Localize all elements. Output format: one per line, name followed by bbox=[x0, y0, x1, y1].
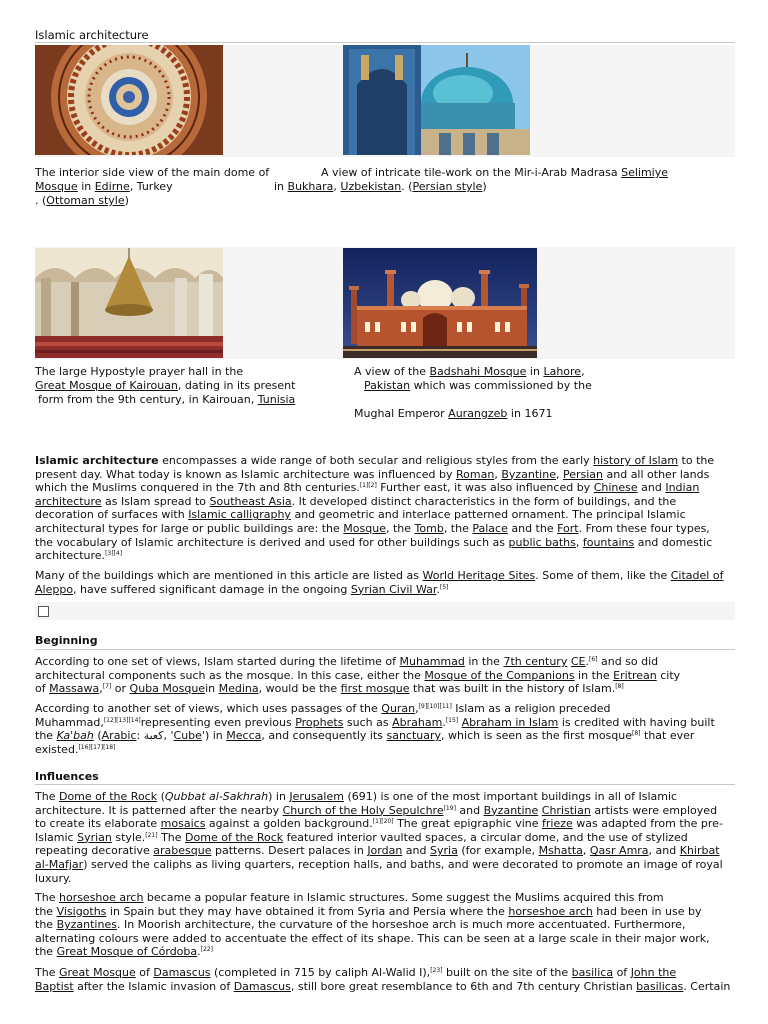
link-byzantine-2[interactable]: Byzantine bbox=[483, 803, 539, 817]
link-al-mafjar[interactable]: al-Mafjar bbox=[35, 857, 84, 871]
beginning-paragraph-1: According to one set of views, Islam started during the lifetime of Muhammad in the 7th century CE.[6] and so did architectural components such as the mosque. In this case, either the Mosque of the Companions in the Eritrean city of Massawa,[7] or Quba Mosquein Medina, would be the first mosque that was built in the history of Islam.[8] bbox=[35, 655, 681, 696]
tilework-dome-image[interactable] bbox=[343, 45, 530, 155]
link-fountains[interactable]: fountains bbox=[582, 535, 635, 549]
link-aurangzeb[interactable]: Aurangzeb bbox=[448, 407, 508, 420]
link-eritrean[interactable]: Eritrean bbox=[613, 668, 657, 682]
toc-bar bbox=[35, 602, 735, 620]
link-great-mosque-kairouan[interactable]: Great Mosque of Kairouan bbox=[35, 379, 178, 392]
title-divider bbox=[35, 42, 735, 43]
link-kaaba[interactable]: Ka'bah bbox=[56, 729, 94, 743]
link-mshatta[interactable]: Mshatta bbox=[538, 844, 583, 858]
influences-paragraph-1: The Dome of the Rock (Qubbat al-Sakhrah) in Jerusalem (691) is one of the most important buildings in all of Islamic architecture. It is patterned after the nearby Church of the Holy Sepulchre[19] and Byzantine Christian artists were employed to create its elaborate mosaics against a golden background.[1][20] The great epigraphic vine frieze was adapted from the pre- Islamic Syrian style.[21] The Dome of the Rock featured interior vaulted spaces, a circular dome, and the use of stylized repeating decorative arabesque patterns. Desert palaces in Jordan and Syria (for example, Mshatta, Qasr Amra, and Khirbat al-Mafjar) served the caliphs as living quarters, reception halls, and baths, and were decorated to promote an image of royal luxury. bbox=[35, 790, 723, 885]
link-first-mosque[interactable]: first mosque bbox=[340, 682, 410, 696]
link-arabic[interactable]: Arabic bbox=[101, 729, 137, 743]
link-qasr-amra[interactable]: Qasr Amra bbox=[589, 844, 649, 858]
link-indian[interactable]: Indian bbox=[665, 481, 700, 495]
link-christian[interactable]: Christian bbox=[541, 803, 591, 817]
link-world-heritage-sites[interactable]: World Heritage Sites bbox=[422, 569, 536, 582]
link-cube[interactable]: Cube bbox=[173, 729, 202, 743]
influences-divider bbox=[35, 784, 735, 785]
link-selimiye-mosque[interactable]: Mosque bbox=[35, 180, 78, 193]
link-dome-of-the-rock-2[interactable]: Dome of the Rock bbox=[185, 830, 284, 844]
link-abraham[interactable]: Abraham bbox=[392, 715, 443, 729]
link-sanctuary[interactable]: sanctuary bbox=[386, 729, 442, 743]
link-mosque-of-companions[interactable]: Mosque of the Companions bbox=[424, 668, 575, 682]
link-architecture[interactable]: architecture bbox=[35, 494, 102, 508]
link-great-mosque-cordoba[interactable]: Great Mosque of Córdoba bbox=[56, 945, 198, 959]
link-damascus-2[interactable]: Damascus bbox=[233, 979, 291, 993]
link-aleppo[interactable]: Aleppo bbox=[35, 582, 74, 596]
badshahi-mosque-image[interactable] bbox=[343, 248, 537, 358]
link-fort[interactable]: Fort bbox=[557, 521, 579, 535]
checkbox-icon[interactable] bbox=[38, 606, 49, 617]
link-tunisia[interactable]: Tunisia bbox=[257, 393, 296, 406]
link-horseshoe-arch-2[interactable]: horseshoe arch bbox=[508, 904, 593, 918]
link-history-of-islam[interactable]: history of Islam bbox=[593, 454, 679, 467]
link-persian-style[interactable]: Persian style bbox=[412, 180, 483, 193]
link-horseshoe-arch[interactable]: horseshoe arch bbox=[58, 891, 144, 904]
link-persian[interactable]: Persian bbox=[562, 467, 603, 481]
link-mosque[interactable]: Mosque bbox=[343, 521, 386, 535]
link-quran[interactable]: Quran bbox=[381, 702, 416, 715]
link-baptist[interactable]: Baptist bbox=[35, 979, 74, 993]
beginning-paragraph-2: According to another set of views, which uses passages of the Quran,[9][10][11] Islam as a religion preceded Muhammad,[12][13][14]representing even previous Prophets such as Abraham.[15] Abraham in Islam is credited with having built the Ka'bah (Arabic: كعبة, 'Cube') in Mecca, and consequently its sanctuary, which is seen as the first mosque[8] that ever existed.[16][17][18] bbox=[35, 702, 715, 756]
link-byzantines[interactable]: Byzantines bbox=[56, 918, 117, 932]
link-holy-sepulchre[interactable]: Church of the Holy Sepulchre bbox=[282, 803, 444, 817]
link-prophets[interactable]: Prophets bbox=[295, 715, 344, 729]
link-syrian[interactable]: Syrian bbox=[77, 830, 112, 844]
link-quba-mosque[interactable]: Quba Mosque bbox=[129, 682, 206, 696]
link-islamic-calligraphy[interactable]: Islamic calligraphy bbox=[188, 508, 291, 522]
link-bukhara[interactable]: Bukhara bbox=[287, 180, 334, 193]
link-public-baths[interactable]: public baths bbox=[508, 535, 576, 549]
link-palace[interactable]: Palace bbox=[472, 521, 508, 535]
beginning-divider bbox=[35, 649, 735, 650]
link-lahore[interactable]: Lahore bbox=[543, 365, 582, 378]
link-roman[interactable]: Roman bbox=[456, 467, 495, 481]
link-mosaics[interactable]: mosaics bbox=[160, 817, 206, 831]
link-jordan[interactable]: Jordan bbox=[367, 844, 403, 858]
link-7th-century[interactable]: 7th century bbox=[503, 655, 568, 668]
link-ce[interactable]: CE bbox=[570, 655, 586, 668]
link-arabesque[interactable]: arabesque bbox=[153, 844, 212, 858]
section-heading-beginning: Beginning bbox=[35, 634, 98, 647]
link-visigoths[interactable]: Visigoths bbox=[56, 904, 107, 918]
link-chinese[interactable]: Chinese bbox=[593, 481, 638, 495]
link-abraham-in-islam[interactable]: Abraham in Islam bbox=[461, 715, 559, 729]
link-muhammad[interactable]: Muhammad bbox=[399, 655, 465, 668]
link-syria[interactable]: Syria bbox=[430, 844, 458, 858]
caption-badshahi: A view of the Badshahi Mosque in Lahore, Pakistan which was commissioned by the Mughal Emperor Aurangzeb in 1671 bbox=[354, 365, 592, 420]
link-john-the-baptist[interactable]: John the bbox=[630, 966, 677, 979]
section-heading-influences: Influences bbox=[35, 770, 99, 783]
link-badshahi-mosque[interactable]: Badshahi Mosque bbox=[429, 365, 527, 378]
link-jerusalem[interactable]: Jerusalem bbox=[289, 790, 344, 803]
caption-dome: The interior side view of the main dome of Mosque in Edirne, Turkey . (Ottoman style) bbox=[35, 166, 270, 207]
link-ottoman-style[interactable]: Ottoman style bbox=[46, 194, 125, 207]
link-southeast-asia[interactable]: Southeast Asia bbox=[209, 494, 292, 508]
influences-paragraph-3: The Great Mosque of Damascus (completed in 715 by caliph Al-Walid I),[23] built on the site of the basilica of John the Baptist after the Islamic invasion of Damascus, still bore great resemblance to 6th and 7th century Christian basilicas. Certain bbox=[35, 966, 731, 993]
caption-kairouan: The large Hypostyle prayer hall in the Great Mosque of Kairouan, dating in its present form from the 9th century, in Kairouan, Tunisia bbox=[35, 365, 296, 406]
link-dome-of-the-rock[interactable]: Dome of the Rock bbox=[58, 790, 158, 803]
caption-tilework: A view of intricate tile-work on the Mir-i-Arab Madrasa Selimiye in Bukhara, Uzbekistan. (Persian style) bbox=[274, 166, 669, 193]
influences-paragraph-2: The horseshoe arch became a popular feature in Islamic structures. Some suggest the Muslims acquired this from the Visigoths in Spain but they may have obtained it from Syria and Persia where the horseshoe arch had been in use by the Byzantines. In Moorish architecture, the curvature of the horseshoe arch is much more accentuated. Furthermore, alternating colours were added to accentuate the effect of its shape. This can be seen at a large scale in their major work, the Great Mosque of Córdoba.[22] bbox=[35, 891, 710, 959]
link-basilica[interactable]: basilica bbox=[571, 966, 614, 979]
link-medina[interactable]: Medina bbox=[218, 682, 259, 696]
link-uzbekistan[interactable]: Uzbekistan bbox=[340, 180, 402, 193]
dome-interior-image[interactable] bbox=[35, 45, 223, 155]
link-mecca[interactable]: Mecca bbox=[226, 729, 262, 743]
link-frieze[interactable]: frieze bbox=[542, 817, 573, 831]
link-basilicas[interactable]: basilicas bbox=[636, 979, 684, 993]
heritage-paragraph: Many of the buildings which are mentioned in this article are listed as World Heritage Sites. Some of them, like the Citadel of Aleppo, have suffered significant damage in the ongoing Syrian Civil War.[5] bbox=[35, 569, 724, 596]
link-selimiye[interactable]: Selimiye bbox=[621, 166, 669, 179]
link-tomb[interactable]: Tomb bbox=[414, 521, 444, 535]
kairouan-hall-image[interactable] bbox=[35, 248, 223, 358]
link-syrian-civil-war[interactable]: Syrian Civil War bbox=[350, 582, 437, 596]
link-khirbat-al-mafjar[interactable]: Khirbat bbox=[679, 844, 720, 858]
link-edirne[interactable]: Edirne bbox=[94, 180, 130, 193]
link-byzantine[interactable]: Byzantine bbox=[501, 467, 556, 481]
link-great-mosque[interactable]: Great Mosque bbox=[58, 966, 136, 979]
link-citadel-of-aleppo[interactable]: Citadel of bbox=[670, 569, 724, 582]
link-pakistan[interactable]: Pakistan bbox=[364, 379, 411, 392]
page-title: Islamic architecture bbox=[35, 28, 149, 42]
intro-paragraph: Islamic architecture encompasses a wide range of both secular and religious styles from the early history of Islam to the present day. What today is known as Islamic architecture was influenced by Roman, Byzantine, Persian and all other lands which the Muslims conquered in the 7th and 8th centuries.[1][2] Further east, it was also influenced by Chinese and Indian architecture as Islam spread to Southeast Asia. It developed distinct characteristics in the form of buildings, and the decoration of surfaces with Islamic calligraphy and geometric and interlace patterned ornament. The principal Islamic architectural types for large or public buildings are: the Mosque, the Tomb, the Palace and the Fort. From these four types, the vocabulary of Islamic architecture is derived and used for other buildings such as public baths, fountains and domestic architecture.[3][4] bbox=[35, 454, 715, 563]
link-massawa[interactable]: Massawa bbox=[49, 682, 100, 696]
link-damascus[interactable]: Damascus bbox=[153, 966, 211, 979]
